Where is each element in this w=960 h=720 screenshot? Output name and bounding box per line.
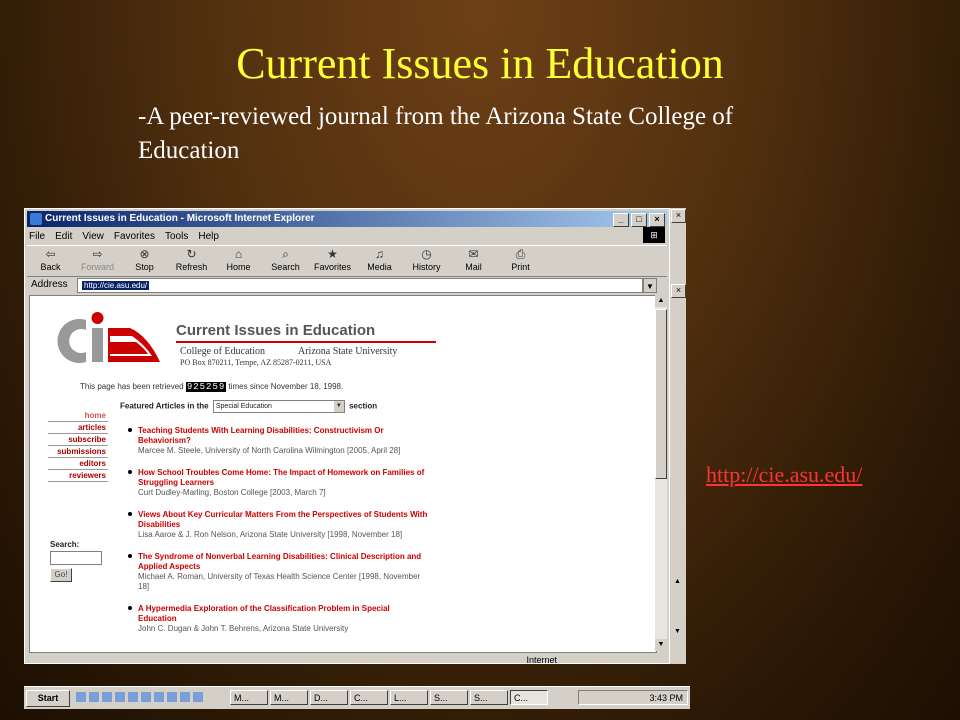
taskbar-button[interactable]: L... (390, 690, 428, 705)
start-button[interactable]: Start (26, 690, 70, 707)
ie-logo-icon (30, 213, 42, 225)
bullet-icon (128, 428, 132, 432)
refresh-button[interactable]: ↻ Refresh (168, 246, 215, 276)
quick-launch-icon[interactable] (76, 692, 86, 702)
media-icon: ♫ (375, 247, 384, 261)
taskbar-button[interactable]: S... (430, 690, 468, 705)
section-select[interactable]: Special Education ▼ (213, 400, 345, 413)
site-nav (48, 410, 108, 482)
search-icon: ⌕ (282, 247, 289, 261)
address-dropdown-icon[interactable]: ▼ (643, 278, 657, 293)
article-title-link[interactable]: The Syndrome of Nonverbal Learning Disabilities: Clinical Description and Applied Aspects (138, 552, 422, 571)
list-item (138, 468, 428, 498)
title-bar (27, 211, 667, 227)
forward-button[interactable]: ⇨ Forward (74, 246, 121, 276)
task-buttons (230, 690, 548, 705)
menu-file[interactable]: File (29, 231, 46, 242)
browser-screenshot (24, 208, 690, 708)
scroll-up-icon[interactable]: ▲ (674, 578, 681, 585)
address-input[interactable]: http://cie.asu.edu/ (77, 278, 643, 293)
bullet-icon (128, 554, 132, 558)
outer-close-icon[interactable]: × (671, 209, 686, 223)
nav-articles[interactable]: articles (48, 422, 108, 434)
scroll-down-icon[interactable]: ▼ (655, 639, 667, 651)
nav-subscribe[interactable]: subscribe (48, 434, 108, 446)
article-list (138, 426, 428, 646)
menu-tools[interactable]: Tools (164, 231, 189, 242)
maximize-button[interactable]: □ (631, 213, 647, 227)
article-title-link[interactable]: Views About Key Curricular Matters From the Perspectives of Students With Disabilities (138, 510, 428, 529)
address-bar (27, 277, 667, 293)
quick-launch-icon[interactable] (180, 692, 190, 702)
close-button[interactable]: × (649, 213, 665, 227)
page-viewport (29, 295, 657, 653)
search-go-button[interactable]: Go! (50, 568, 72, 582)
nav-submissions[interactable]: submissions (48, 446, 108, 458)
mail-icon: ✉ (468, 247, 479, 261)
status-bar (27, 653, 667, 667)
bullet-icon (128, 470, 132, 474)
stop-icon: ⊗ (139, 247, 150, 261)
search-button[interactable]: ⌕ Search (262, 246, 309, 276)
menu-help[interactable]: Help (198, 231, 219, 242)
ie-window (24, 208, 670, 664)
address-label: Address (31, 279, 68, 290)
nav-reviewers[interactable]: reviewers (48, 470, 108, 482)
home-icon: ⌂ (234, 247, 243, 261)
windows-flag-icon: ⊞ (643, 227, 665, 243)
favorites-button[interactable]: ★ Favorites (309, 246, 356, 276)
nav-home[interactable]: home (48, 410, 108, 422)
quick-launch-icon[interactable] (167, 692, 177, 702)
outer-scrollbar (670, 208, 686, 664)
nav-editors[interactable]: editors (48, 458, 108, 470)
scroll-up-icon[interactable]: ▲ (655, 295, 667, 307)
menu-edit[interactable]: Edit (55, 231, 73, 242)
print-button[interactable]: ⎙ Print (497, 246, 544, 276)
taskbar-button[interactable]: S... (470, 690, 508, 705)
outer-close-icon[interactable]: × (671, 284, 686, 298)
scroll-down-icon[interactable]: ▼ (674, 628, 681, 635)
article-title-link[interactable]: A Hypermedia Exploration of the Classification Problem in Special Education (138, 604, 390, 623)
back-arrow-icon: ⇦ (45, 247, 56, 261)
system-tray (578, 690, 688, 705)
site-search-input[interactable] (50, 551, 102, 565)
quick-launch-icon[interactable] (89, 692, 99, 702)
forward-arrow-icon: ⇨ (92, 247, 103, 261)
quick-launch-icon[interactable] (154, 692, 164, 702)
stop-button[interactable]: ⊗ Stop (121, 246, 168, 276)
hit-counter: 925259 (186, 382, 226, 392)
print-icon: ⎙ (515, 247, 526, 261)
favorites-icon: ★ (327, 247, 338, 261)
security-zone: Internet (526, 655, 557, 665)
cie-logo-icon (52, 306, 162, 370)
site-url-link[interactable]: http://cie.asu.edu/ (706, 462, 863, 487)
taskbar-button-active[interactable]: C... (510, 690, 548, 705)
menu-bar (29, 229, 219, 245)
history-button[interactable]: ◷ History (403, 246, 450, 276)
taskbar-button[interactable]: D... (310, 690, 348, 705)
hit-counter-line: This page has been retrieved 925259 times since November 18, 1998. (80, 382, 344, 392)
select-arrow-icon: ▼ (334, 401, 344, 412)
article-meta: Curt Dudley-Marling, Boston College [2003, March 7] (138, 488, 326, 497)
slide-title: Current Issues in Education (236, 39, 724, 88)
mail-button[interactable]: ✉ Mail (450, 246, 497, 276)
list-item (138, 552, 428, 592)
quick-launch-icon[interactable] (193, 692, 203, 702)
minimize-button[interactable]: _ (613, 213, 629, 227)
taskbar-button[interactable]: C... (350, 690, 388, 705)
page-scrollbar[interactable] (655, 295, 667, 651)
article-meta: John C. Dugan & John T. Behrens, Arizona State University (138, 624, 349, 633)
article-meta: Marcee M. Steele, University of North Carolina Wilmington [2005, April 28] (138, 446, 401, 455)
quick-launch-icon[interactable] (128, 692, 138, 702)
brand-rule (176, 341, 436, 343)
history-icon: ◷ (421, 247, 432, 261)
cie-home-page (46, 300, 436, 648)
quick-launch-icon[interactable] (115, 692, 125, 702)
menu-favorites[interactable]: Favorites (113, 231, 155, 242)
home-button[interactable]: ⌂ Home (215, 246, 262, 276)
article-meta: Michael A. Roman, University of Texas Health Science Center [1998, November 18] (138, 572, 421, 591)
media-button[interactable]: ♫ Media (356, 246, 403, 276)
refresh-icon: ↻ (186, 247, 197, 261)
taskbar (24, 686, 690, 709)
site-brand: Current Issues in Education (176, 322, 376, 339)
slide-subtitle: -A peer-reviewed journal from the Arizona State College of Education (138, 103, 734, 164)
window-title: Current Issues in Education - Microsoft Internet Explorer (45, 213, 315, 224)
back-button[interactable]: ⇦ Back (27, 246, 74, 276)
toolbar (27, 245, 667, 277)
article-title-link[interactable]: How School Troubles Come Home: The Impact of Homework on Families of Struggling Learners (138, 468, 425, 487)
scroll-thumb[interactable] (655, 309, 667, 479)
featured-articles-line: Featured Articles in the Special Education ▼ section (120, 400, 377, 413)
list-item (138, 510, 428, 540)
university-name: Arizona State University (298, 346, 398, 357)
taskbar-button[interactable]: M... (230, 690, 268, 705)
quick-launch-icon[interactable] (141, 692, 151, 702)
bullet-icon (128, 512, 132, 516)
taskbar-button[interactable]: M... (270, 690, 308, 705)
quick-launch-icon[interactable] (102, 692, 112, 702)
quick-launch (76, 692, 203, 702)
college-name: College of Education (180, 346, 265, 357)
menu-view[interactable]: View (82, 231, 104, 242)
bullet-icon (128, 606, 132, 610)
clock: 3:43 PM (649, 693, 683, 703)
postal-address: PO Box 870211, Tempe, AZ 85287-0211, USA (180, 358, 332, 367)
list-item (138, 426, 428, 456)
list-item (138, 604, 428, 634)
article-meta: Lisa Aaroe & J. Ron Nelson, Arizona State University [1998, November 18] (138, 530, 403, 539)
search-label: Search: (50, 540, 80, 549)
article-title-link[interactable]: Teaching Students With Learning Disabilities: Constructivism Or Behaviorism? (138, 426, 384, 445)
